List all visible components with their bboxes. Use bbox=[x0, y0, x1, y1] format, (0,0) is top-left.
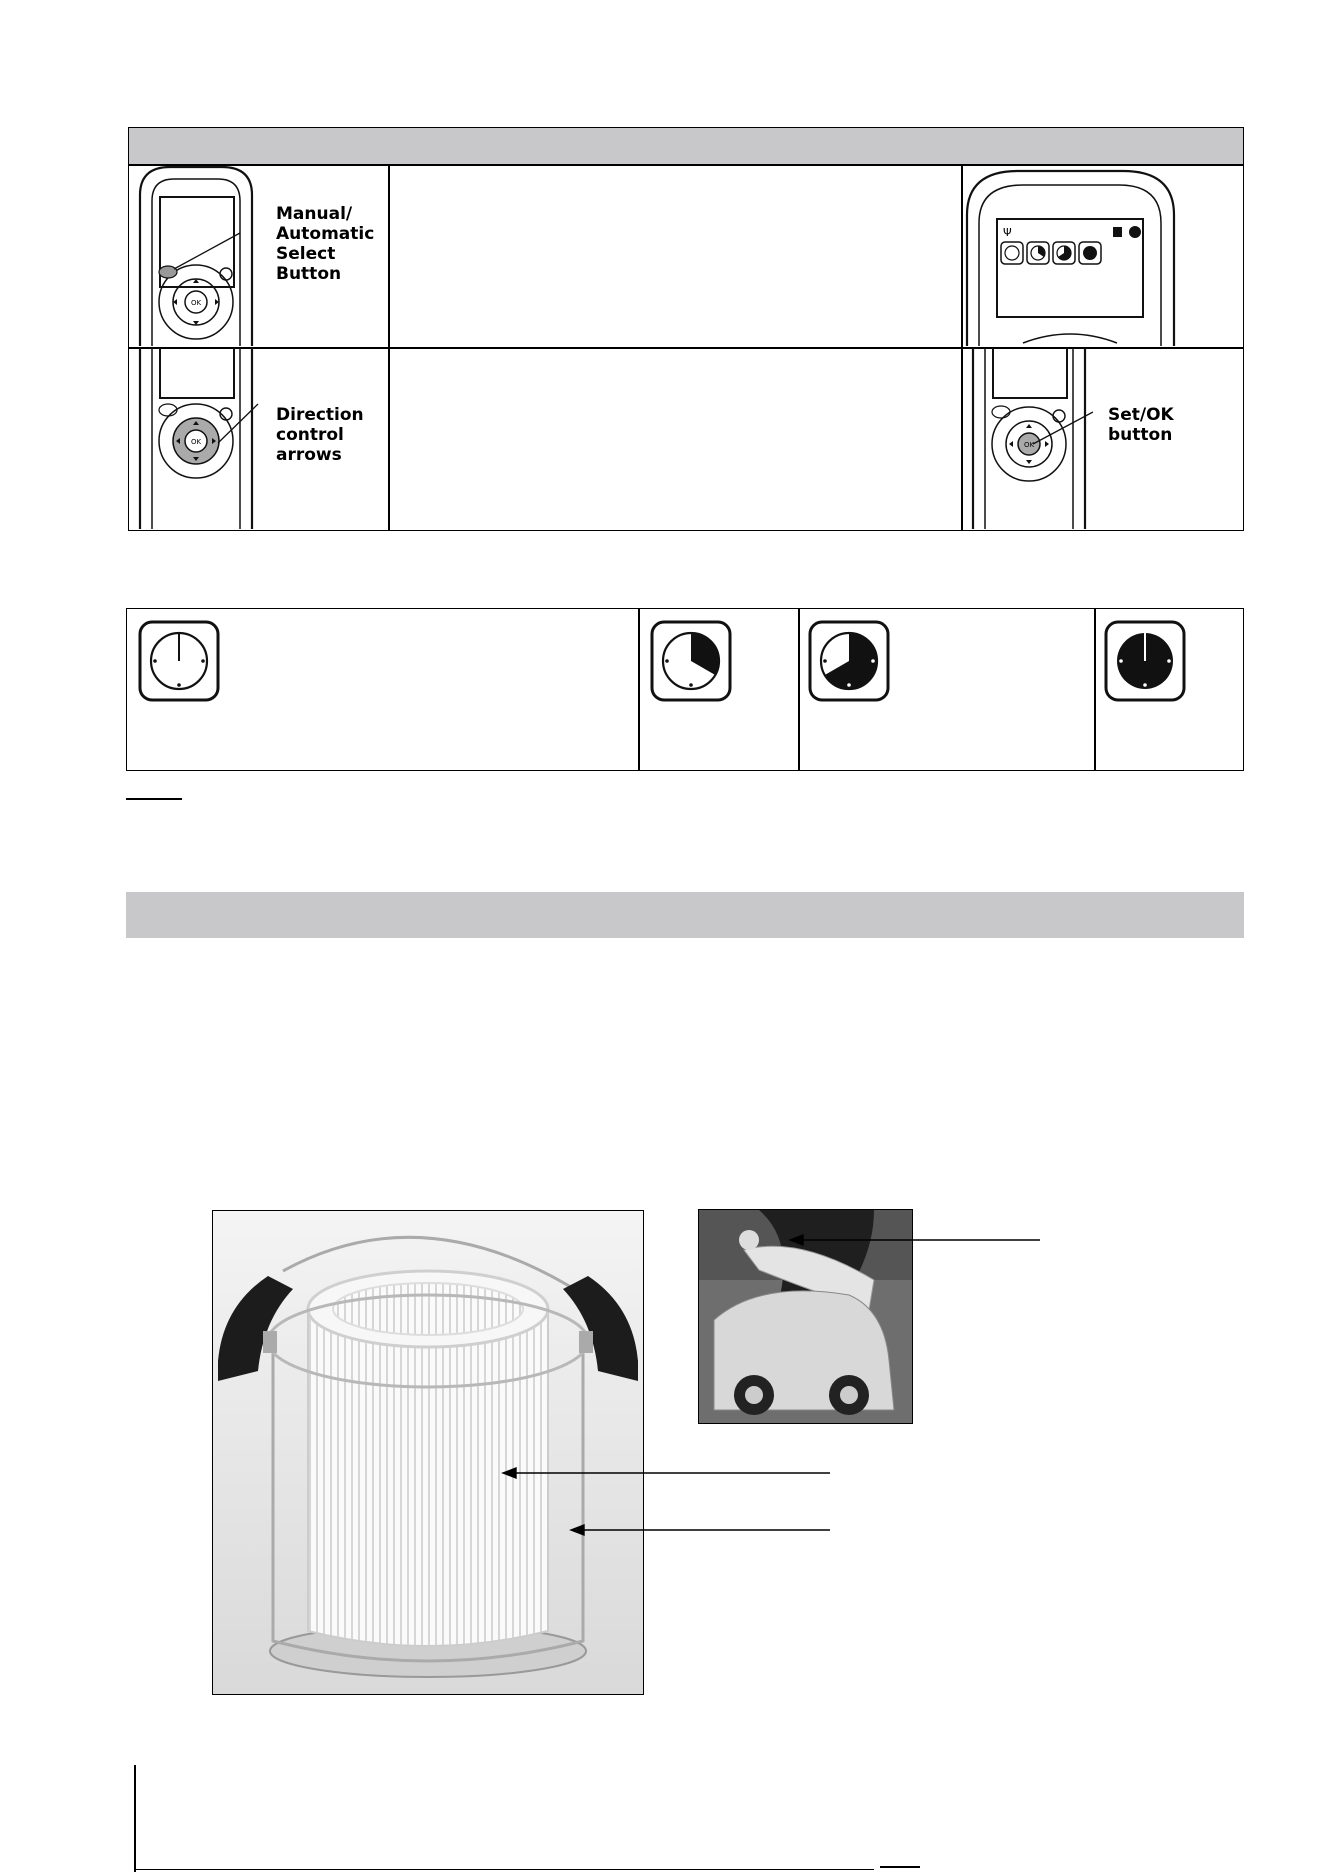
footer-mark bbox=[880, 1866, 920, 1868]
page-margin-line bbox=[134, 1765, 136, 1872]
arrow-head-filter bbox=[503, 1468, 516, 1478]
svg-text:OK: OK bbox=[1023, 441, 1035, 449]
arrows-callout: Direction control arrows bbox=[276, 405, 364, 465]
svg-text:Ψ: Ψ bbox=[1003, 226, 1012, 239]
footer-line bbox=[134, 1869, 874, 1870]
svg-text:OK: OK bbox=[190, 438, 202, 446]
mode-button-callout: Manual/ Automatic Select Button bbox=[276, 204, 375, 284]
svg-text:OK: OK bbox=[190, 299, 202, 307]
arrow-head-canister bbox=[571, 1525, 584, 1535]
arrow-head-cover bbox=[790, 1235, 803, 1245]
ok-button-callout: Set/OK button bbox=[1108, 405, 1174, 445]
